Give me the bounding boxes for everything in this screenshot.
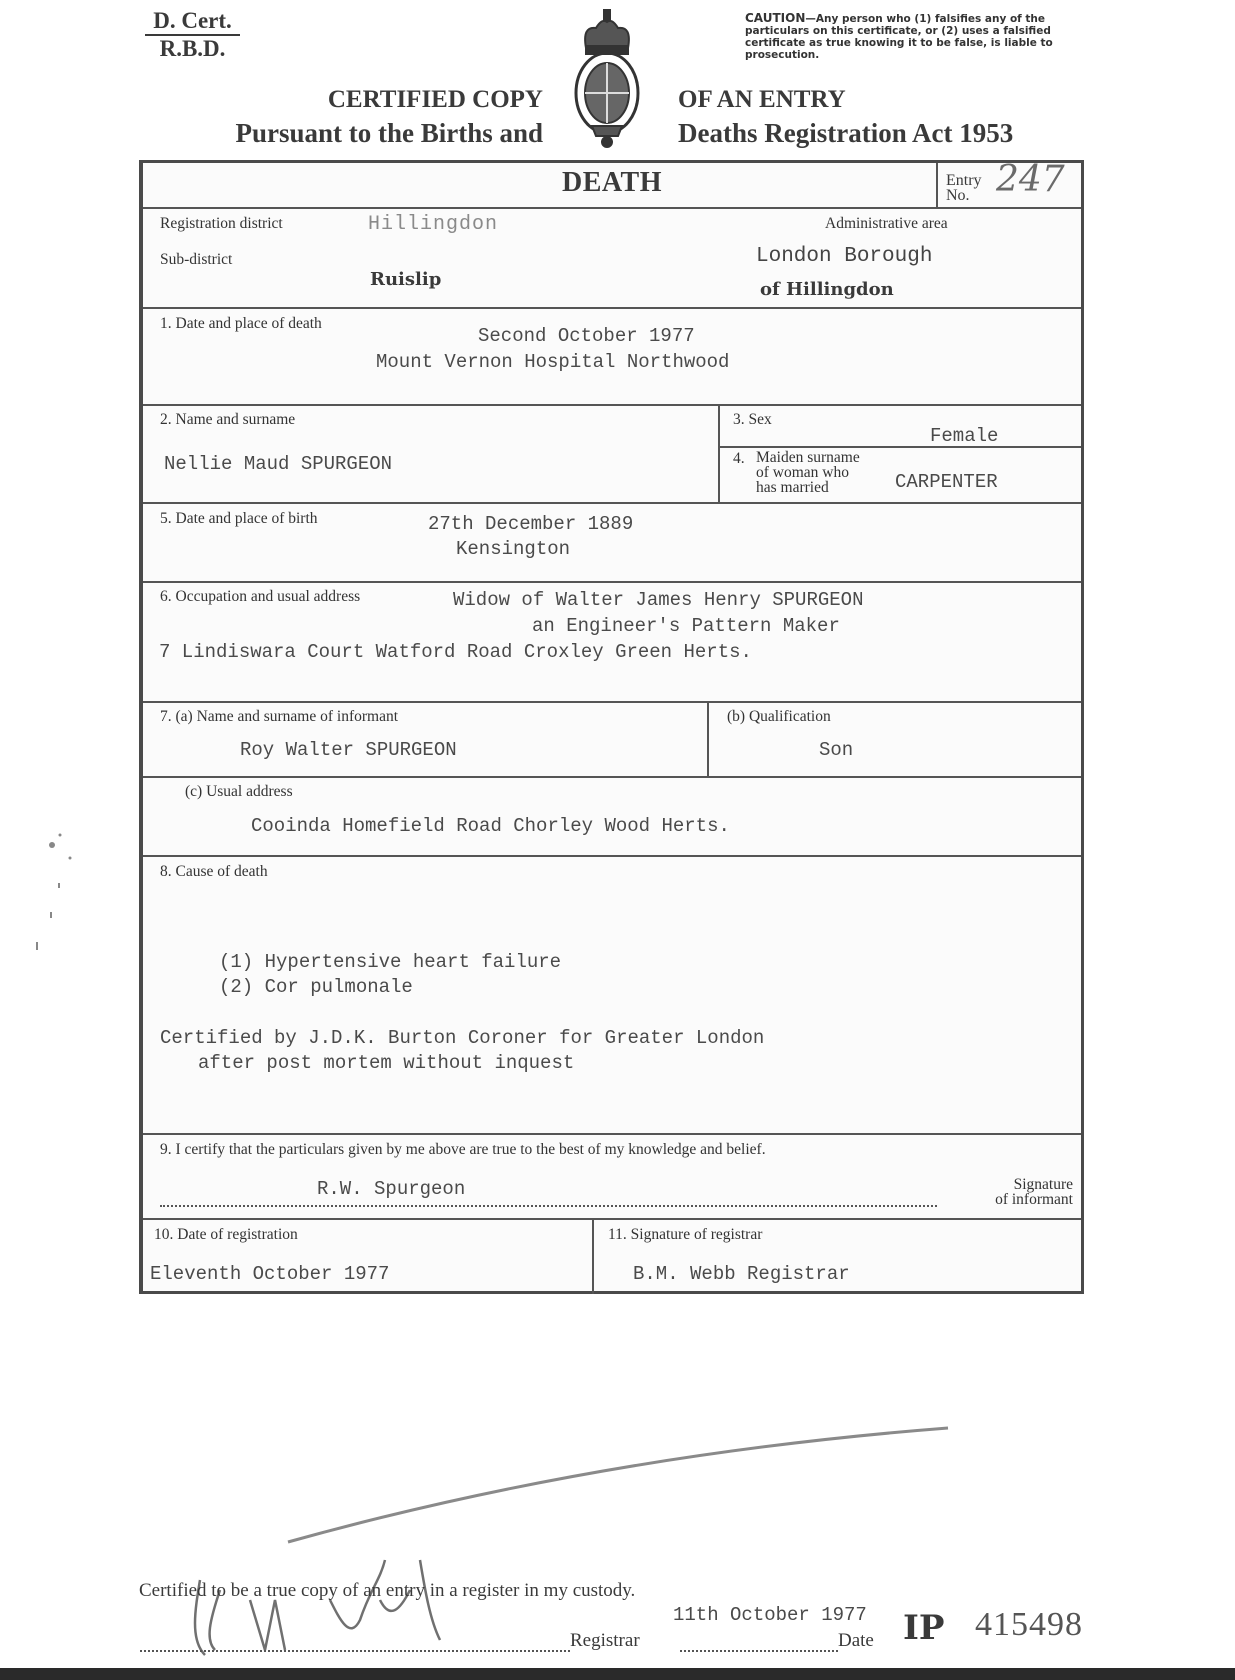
date-of-birth-value: 27th December 1889 bbox=[428, 513, 634, 535]
divider bbox=[143, 1133, 1081, 1135]
date-label: Date bbox=[838, 1630, 874, 1651]
certified-by-line2: after post mortem without inquest bbox=[198, 1052, 575, 1074]
sex-value: Female bbox=[930, 425, 999, 447]
form-code bbox=[145, 8, 240, 61]
margin-specks bbox=[36, 834, 72, 951]
divider bbox=[718, 404, 720, 502]
form-title: DEATH bbox=[562, 167, 662, 198]
maiden-surname-label-line3: has married bbox=[756, 479, 829, 496]
death-entry-form bbox=[139, 160, 1084, 1294]
administrative-area-label: Administrative area bbox=[825, 215, 948, 232]
name-surname-label: 2. Name and surname bbox=[160, 411, 296, 428]
usual-address-value: 7 Lindiswara Court Watford Road Croxley Green Herts. bbox=[159, 641, 752, 663]
deceased-name-value: Nellie Maud SPURGEON bbox=[164, 453, 393, 475]
maiden-surname-label bbox=[756, 450, 860, 495]
qualification-label: (b) Qualification bbox=[727, 708, 831, 725]
form-code-top: D. Cert. bbox=[145, 8, 240, 36]
certified-true-copy-text: Certified to be a true copy of an entry in a register in my custody. bbox=[139, 1580, 636, 1601]
maiden-surname-num: 4. bbox=[733, 450, 745, 467]
date-of-death-value: Second October 1977 bbox=[478, 325, 695, 347]
pen-stroke bbox=[288, 1428, 948, 1542]
maiden-surname-label-line1: Maiden surname bbox=[756, 449, 860, 466]
entry-label-line2: No. bbox=[946, 187, 970, 204]
caution-notice bbox=[745, 12, 1055, 61]
administrative-area-line2: of Hillingdon bbox=[760, 279, 894, 300]
sex-label: 3. Sex bbox=[733, 411, 772, 428]
signature-label-line2: of informant bbox=[995, 1191, 1073, 1208]
cause-1: (1) Hypertensive heart failure bbox=[219, 951, 562, 973]
title-pursuant: Pursuant to the Births and bbox=[235, 118, 543, 148]
sub-district-label: Sub-district bbox=[160, 251, 233, 268]
informant-name-value: Roy Walter SPURGEON bbox=[240, 739, 457, 761]
signature-label-line1: Signature bbox=[1013, 1176, 1073, 1193]
place-of-birth-value: Kensington bbox=[456, 538, 571, 560]
divider bbox=[143, 581, 1081, 583]
cause-2: (2) Cor pulmonale bbox=[219, 976, 413, 998]
caution-lead: CAUTION bbox=[745, 11, 806, 25]
divider bbox=[718, 446, 1081, 448]
serial-prefix: IP bbox=[903, 1608, 945, 1648]
royal-coat-of-arms-icon bbox=[572, 8, 642, 148]
registration-district-value: Hillingdon bbox=[368, 213, 499, 236]
registrar-signature-value: B.M. Webb Registrar bbox=[633, 1263, 850, 1285]
signature-of-informant-label bbox=[963, 1177, 1073, 1207]
divider bbox=[143, 1218, 1081, 1220]
qualification-value: Son bbox=[819, 739, 854, 761]
divider bbox=[143, 701, 1081, 703]
certified-date-value: 11th October 1977 bbox=[673, 1604, 867, 1626]
certified-by-line1: Certified by J.D.K. Burton Coroner for Greater London bbox=[160, 1027, 765, 1049]
occupation-address-label: 6. Occupation and usual address bbox=[160, 588, 361, 605]
divider bbox=[143, 855, 1081, 857]
divider bbox=[143, 207, 1081, 209]
date-place-of-birth-label: 5. Date and place of birth bbox=[160, 510, 318, 527]
informant-address-label: (c) Usual address bbox=[185, 783, 293, 800]
scan-edge bbox=[0, 1668, 1235, 1680]
informant-signature-value: R.W. Spurgeon bbox=[317, 1178, 466, 1200]
signature-of-registrar-label: 11. Signature of registrar bbox=[608, 1226, 763, 1243]
divider bbox=[143, 502, 1081, 504]
divider bbox=[592, 1218, 594, 1294]
entry-label-line1: Entry bbox=[946, 172, 982, 189]
informant-address-value: Cooinda Homefield Road Chorley Wood Herts. bbox=[251, 815, 730, 837]
divider bbox=[143, 776, 1081, 778]
occupation-line1: Widow of Walter James Henry SPURGEON bbox=[453, 589, 864, 611]
maiden-surname-value: CARPENTER bbox=[895, 471, 998, 493]
occupation-line2: an Engineer's Pattern Maker bbox=[532, 615, 840, 637]
entry-divider bbox=[936, 163, 938, 207]
divider bbox=[707, 701, 709, 776]
divider bbox=[143, 404, 1081, 406]
caution-text: —Any person who (1) falsifies any of the particulars on this certificate, or (2) uses a falsified certificate as true knowing it to be false, is liable to prosecution. bbox=[745, 13, 1053, 61]
place-of-death-value: Mount Vernon Hospital Northwood bbox=[376, 351, 730, 373]
title-of-an-entry: OF AN ENTRY bbox=[678, 86, 846, 113]
maiden-surname-label-line2: of woman who bbox=[756, 464, 849, 481]
certify-statement: 9. I certify that the particulars given by me above are true to the best of my knowledge and belief. bbox=[160, 1141, 766, 1158]
date-of-registration-label: 10. Date of registration bbox=[154, 1226, 298, 1243]
sub-district-value: Ruislip bbox=[370, 269, 442, 290]
form-code-bottom: R.B.D. bbox=[159, 36, 226, 61]
cause-of-death-label: 8. Cause of death bbox=[160, 863, 268, 880]
divider bbox=[143, 307, 1081, 309]
date-place-of-death-label: 1. Date and place of death bbox=[160, 315, 322, 332]
date-line bbox=[680, 1650, 838, 1652]
date-of-registration-value: Eleventh October 1977 bbox=[150, 1263, 390, 1285]
handwritten-signature bbox=[195, 1560, 440, 1655]
entry-label bbox=[946, 173, 982, 203]
title-act: Deaths Registration Act 1953 bbox=[678, 118, 1014, 148]
registration-district-label: Registration district bbox=[160, 215, 283, 232]
serial-number: 415498 bbox=[975, 1606, 1083, 1643]
title-certified-copy: CERTIFIED COPY bbox=[327, 86, 543, 113]
signature-line bbox=[160, 1205, 937, 1207]
registrar-signature-line bbox=[140, 1650, 570, 1652]
registrar-label: Registrar bbox=[570, 1630, 640, 1651]
informant-name-label: 7. (a) Name and surname of informant bbox=[160, 708, 399, 725]
administrative-area-line1: London Borough bbox=[756, 245, 933, 268]
entry-number: 247 bbox=[996, 159, 1065, 200]
